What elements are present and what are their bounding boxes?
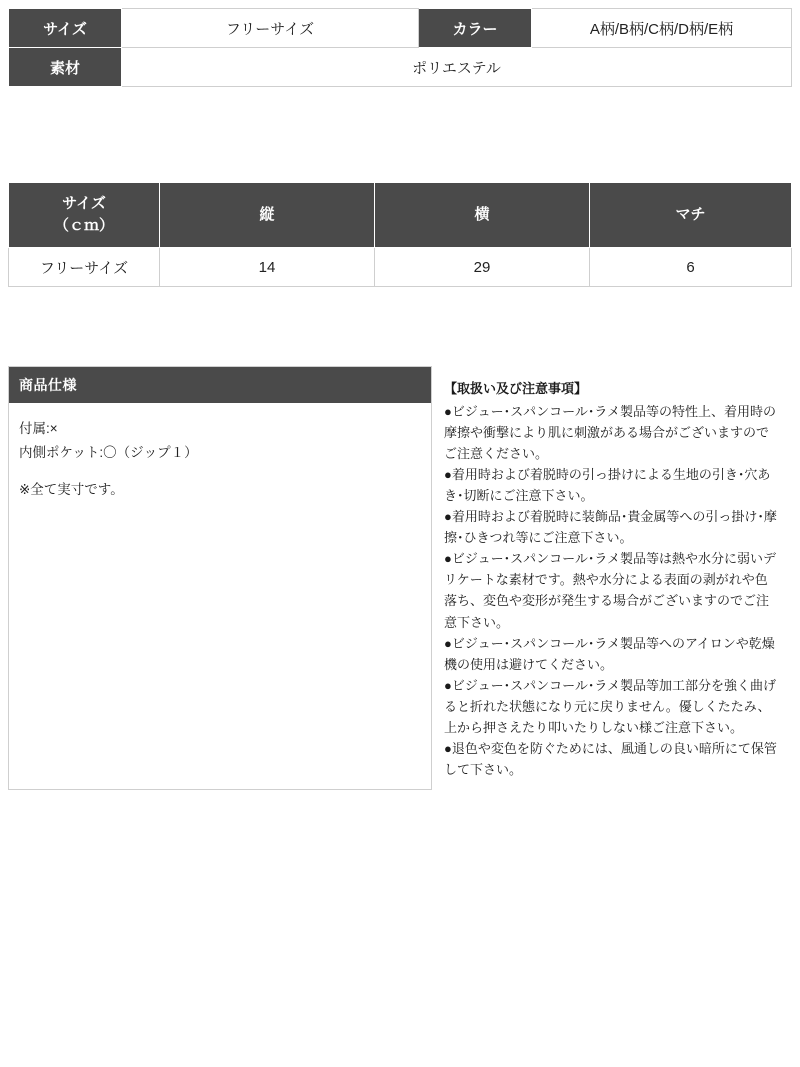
measure-header-gusset: マチ (590, 183, 792, 248)
measure-cell-length: 14 (160, 248, 375, 287)
product-spec-box (8, 366, 432, 790)
product-spec-title: 商品仕様 (9, 367, 431, 403)
specification-table (8, 8, 792, 87)
bottom-section (8, 366, 792, 790)
measurement-table (8, 182, 792, 287)
measure-header-size-line1: サイズ (62, 195, 106, 213)
table-header-row (9, 183, 792, 248)
measure-cell-width: 29 (375, 248, 590, 287)
spec-value-material: ポリエステル (122, 48, 792, 87)
measure-header-width: 横 (375, 183, 590, 248)
measure-cell-size: フリーサイズ (9, 248, 160, 287)
spec-label-size: サイズ (9, 9, 122, 48)
care-note-item: ●ビジュー･スパンコール･ラメ製品等加工部分を強く曲げると折れた状態になり元に戻りません。優しくたたみ、上から押さえたり叩いたりしない様ご注意下さい。 (444, 677, 776, 735)
spec-label-color: カラー (419, 9, 532, 48)
product-spec-line-note: ※全て実寸です。 (19, 482, 124, 498)
measure-cell-gusset: 6 (590, 248, 792, 287)
measure-header-length: 縦 (160, 183, 375, 248)
care-notes (444, 366, 780, 780)
measure-header-size-line2: （ｃｍ） (53, 217, 114, 234)
product-spec-body (9, 403, 431, 512)
care-note-item: ●着用時および着脱時の引っ掛けによる生地の引き･穴あき･切断にご注意下さい。 (444, 467, 771, 504)
product-spec-line-pocket: 内側ポケット:〇（ジップ１） (19, 444, 198, 460)
care-note-item: ●退色や変色を防ぐためには、風通しの良い暗所にて保管して下さい。 (444, 740, 777, 777)
product-spec-line-accessory: 付属:× (19, 421, 58, 436)
measure-header-size (9, 183, 160, 248)
table-row (9, 248, 792, 287)
table-row (9, 48, 792, 87)
spec-value-color: A柄/B柄/C柄/D柄/E柄 (532, 9, 792, 48)
care-note-item: ●ビジュー･スパンコール･ラメ製品等の特性上、着用時の摩擦や衝撃により肌に刺激がある場合がございますのでご注意ください。 (444, 404, 776, 462)
care-note-item: ●ビジュー･スパンコール･ラメ製品等へのアイロンや乾燥機の使用は避けてください。 (444, 635, 775, 672)
spec-value-size: フリーサイズ (122, 9, 419, 48)
spacer (19, 464, 421, 478)
table-row (9, 9, 792, 48)
care-notes-title: 【取扱い及び注意事項】 (444, 381, 588, 396)
care-note-item: ●ビジュー･スパンコール･ラメ製品等は熱や水分に弱いデリケートな素材です。熱や水分による表面の剥がれや色落ち、変色や変形が発生する場合がございますのでご注意下さい。 (444, 551, 776, 630)
care-note-item: ●着用時および着脱時に装飾品･貴金属等への引っ掛け･摩擦･ひきつれ等にご注意下さい。 (444, 509, 777, 546)
spec-label-material: 素材 (9, 48, 122, 87)
